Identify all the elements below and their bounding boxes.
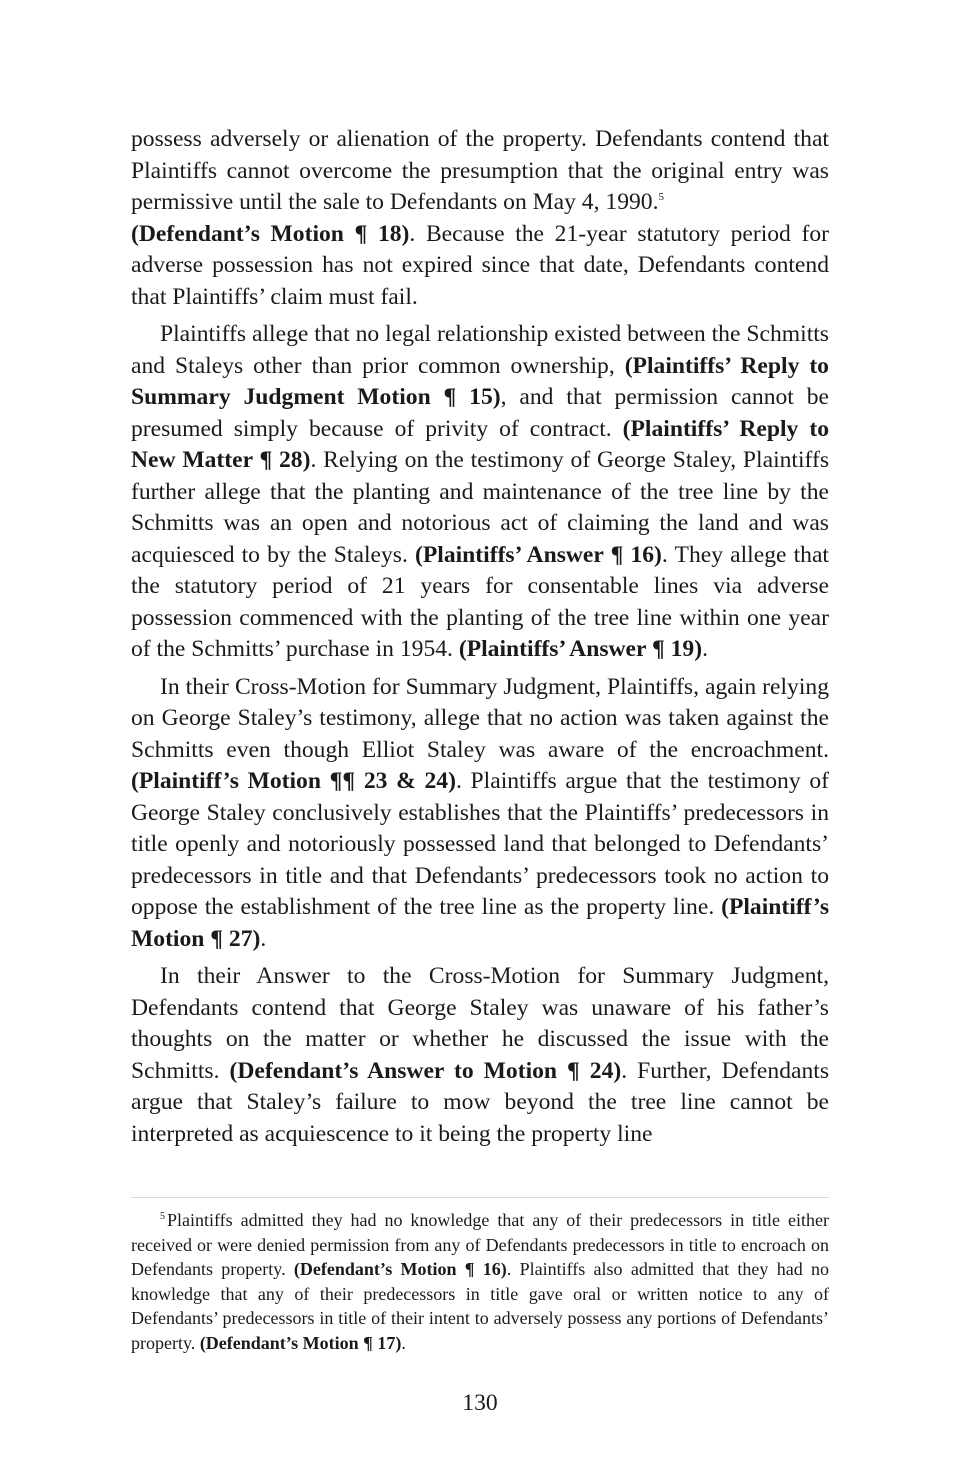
page-body — [131, 124, 829, 1156]
citation: (Plaintiffs’ Reply to Summary Judgment Motion ¶ 15) — [131, 352, 829, 410]
text-run: . Plaintiffs also admitted that they had no knowledge that any of their predecessors in title gave oral or written notice to any of Defendants’ predecessors in title of their intent to adversely possess any portions of Defendants’ property. — [131, 1259, 829, 1353]
footnote-reference[interactable]: 5 — [658, 191, 664, 204]
text-run: . — [702, 636, 708, 662]
text-run: , and that permission cannot be presumed simply because of privity of contract. — [131, 384, 829, 442]
text-run: . They allege that the statutory period of 21 years for consentable lines via adverse possession commenced with the planting of the tree line within one year of the Schmitts’ purchase in 1954. — [131, 541, 829, 662]
paragraph-1 — [131, 124, 829, 313]
page-number: 130 — [462, 1390, 498, 1416]
footnote-divider — [131, 1197, 829, 1198]
citation: (Defendant’s Answer to Motion ¶ 24) — [229, 1057, 622, 1084]
citation: (Plaintiff’s Motion ¶ 27) — [131, 894, 829, 952]
citation: (Defendant’s Motion ¶ 18) — [131, 220, 410, 247]
citation: (Plaintiffs’ Reply to New Matter ¶ 28) — [131, 415, 829, 473]
text-run: . — [401, 1332, 406, 1353]
text-run: . Relying on the testimony of George Staley, Plaintiffs further allege that the planting and maintenance of the tree line by the Schmitts was an open and notorious act of claiming the land and was acquiesced to by the Staleys. — [131, 447, 829, 568]
citation: (Plaintiffs’ Answer ¶ 16) — [415, 541, 662, 568]
citation: (Defendant’s Motion ¶ 16) — [293, 1259, 507, 1279]
text-run: Plaintiffs allege that no legal relationship existed between the Schmitts and Staleys other than prior common ownership, — [131, 321, 829, 379]
text-run: . Because the 21-year statutory period for adverse possession has not expired since that date, Defendants contend that Plaintiffs’ claim must fail. — [131, 220, 829, 310]
citation: (Defendant’s Motion ¶ 17) — [199, 1332, 402, 1353]
text-run: . — [260, 925, 267, 952]
text-run: In their Cross-Motion for Summary Judgment, Plaintiffs, again relying on George Staley’s testimony, allege that no action was taken against the Schmitts even though Elliot Staley was aware of the encroachment. — [131, 673, 829, 763]
citation: (Plaintiffs’ Answer ¶ 19) — [458, 636, 703, 662]
footnote-number: 5 — [160, 1211, 165, 1222]
text-run: In their Answer to the Cross-Motion for Summary Judgment, Defendants contend that George Staley was unaware of his father’s thoughts on the matter or whether he discussed the issue with the Schmitts. — [131, 963, 829, 1084]
text-run: Plaintiffs admitted they had no knowledge that any of their predecessors in title either received or were denied permission from any of Defendants predecessors in title to encroach on Defendants property. — [131, 1210, 829, 1279]
text-run: . Further, Defendants argue that Staley’s failure to mow beyond the tree line cannot be interpreted as acquiescence to it being the property line — [131, 1057, 830, 1147]
paragraph-3 — [131, 672, 829, 956]
paragraph-4 — [131, 961, 829, 1150]
text-run: possess adversely or alienation of the property. Defendants contend that Plaintiffs cannot overcome the presumption that the original entry was permissive until the sale to Defendants on May 4, 1990. — [131, 126, 829, 215]
paragraph-2 — [131, 319, 829, 666]
text-run: . Plaintiffs argue that the testimony of George Staley conclusively establishes that the Plaintiffs’ predecessors in title openly and notoriously possessed land that belonged to Defendants’ predecessors in title and that Defendants’ predecessors took no action to oppose the establishment of the tree line as the property line. — [131, 768, 829, 920]
citation: (Plaintiff’s Motion ¶¶ 23 & 24) — [131, 768, 456, 794]
footnote — [131, 1208, 829, 1355]
